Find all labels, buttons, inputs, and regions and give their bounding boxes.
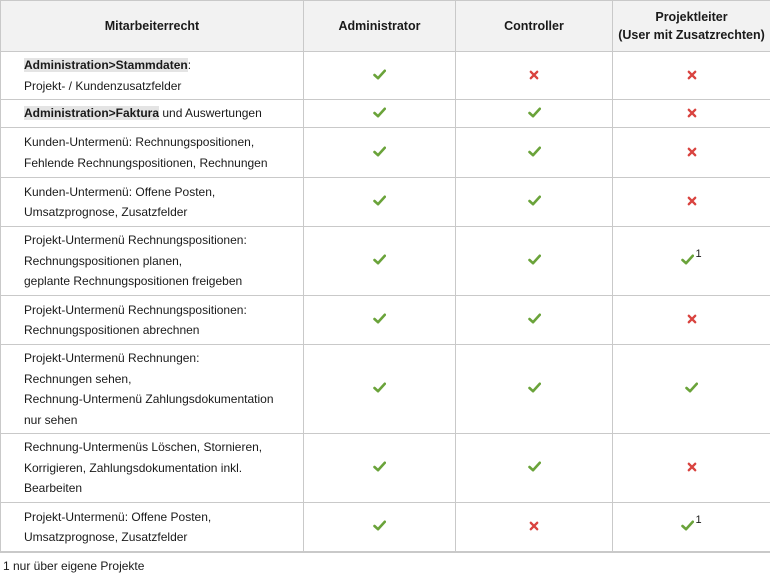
check-icon xyxy=(685,382,698,393)
check-icon xyxy=(373,313,386,324)
cross-icon xyxy=(687,147,697,157)
permission-label-line xyxy=(24,437,295,458)
cross-icon xyxy=(529,521,539,531)
permission-label-line xyxy=(24,507,295,528)
check-icon xyxy=(528,461,541,472)
projektleiter-cell xyxy=(613,503,770,552)
permission-label xyxy=(1,296,304,345)
permission-label xyxy=(1,100,304,128)
administrator-check-mark xyxy=(373,195,386,206)
projektleiter-cell xyxy=(613,52,770,100)
permission-label-line xyxy=(24,389,295,410)
administrator-cell xyxy=(304,503,456,552)
permission-label-line xyxy=(24,202,295,223)
table-row xyxy=(1,434,770,503)
permission-text: Kunden-Untermenü: Rechnungspositionen, xyxy=(24,135,255,149)
cross-icon xyxy=(687,196,697,206)
permission-text: Umsatzprognose, Zusatzfelder xyxy=(24,205,188,219)
controller-check-mark xyxy=(528,313,541,324)
check-icon xyxy=(373,146,386,157)
header-administrator: Administrator xyxy=(304,1,456,52)
table-row xyxy=(1,128,770,178)
permission-text: Rechnung-Untermenü Zahlungsdokumentation xyxy=(24,392,274,406)
administrator-check-mark xyxy=(373,520,386,531)
projektleiter-cell xyxy=(613,227,770,296)
controller-cell xyxy=(456,128,613,178)
table-row xyxy=(1,296,770,345)
permission-label-line xyxy=(24,300,295,321)
permission-text: Rechnungspositionen abrechnen xyxy=(24,323,200,337)
permission-text: Rechnung-Untermenüs Löschen, Stornieren, xyxy=(24,440,263,455)
controller-check-mark xyxy=(528,107,541,118)
cross-icon xyxy=(687,70,697,80)
projektleiter-check-mark xyxy=(681,248,702,266)
check-icon xyxy=(373,254,386,265)
check-icon xyxy=(528,146,541,157)
permission-text: Fehlende Rechnungspositionen, Rechnungen xyxy=(24,155,268,170)
check-icon xyxy=(373,195,386,206)
check-icon xyxy=(528,195,541,206)
permission-label-line xyxy=(24,410,295,431)
projektleiter-cross-mark xyxy=(687,314,697,324)
permission-label-line xyxy=(24,320,295,341)
check-icon xyxy=(373,382,386,393)
controller-cell xyxy=(456,434,613,503)
administrator-cell xyxy=(304,128,456,178)
permission-text: und Auswertungen xyxy=(159,106,262,121)
administrator-check-mark xyxy=(373,107,386,118)
permission-text: Projekt-Untermenü Rechnungspositionen: xyxy=(24,233,247,248)
projektleiter-cross-mark xyxy=(687,108,697,118)
permission-label xyxy=(1,227,304,296)
permission-label-line xyxy=(24,527,295,548)
table-row xyxy=(1,52,770,100)
permission-label-line xyxy=(24,182,295,203)
footnote-marker: 1 xyxy=(695,514,702,526)
controller-cross-mark xyxy=(529,521,539,531)
footnote-marker: 1 xyxy=(695,248,702,260)
controller-cell xyxy=(456,296,613,345)
controller-cell xyxy=(456,503,613,552)
administrator-check-mark xyxy=(373,313,386,324)
permission-text: Rechnungspositionen planen, xyxy=(24,253,183,268)
table-row xyxy=(1,345,770,434)
administrator-cell xyxy=(304,100,456,128)
menu-path-highlight: Administration>Stammdaten xyxy=(24,58,188,72)
permission-label-line xyxy=(24,348,295,369)
permission-text: Bearbeiten xyxy=(24,481,83,496)
controller-check-mark xyxy=(528,146,541,157)
projektleiter-cross-mark xyxy=(687,70,697,80)
administrator-check-mark xyxy=(373,146,386,157)
controller-cross-mark xyxy=(529,70,539,80)
permission-text: Projekt-Untermenü Rechnungspositionen: xyxy=(24,302,247,317)
footnote: 1 nur über eigene Projekte xyxy=(0,552,770,576)
permission-text: Rechnungen sehen, xyxy=(24,371,132,386)
controller-cell xyxy=(456,100,613,128)
projektleiter-check-mark xyxy=(681,514,702,532)
controller-cell xyxy=(456,345,613,434)
table-row xyxy=(1,503,770,552)
permission-text: Korrigieren, Zahlungsdokumentation inkl. xyxy=(24,460,243,475)
permission-label xyxy=(1,434,304,503)
administrator-check-mark xyxy=(373,254,386,265)
administrator-check-mark xyxy=(373,69,386,80)
menu-path-highlight: Administration>Faktura xyxy=(24,106,160,121)
header-projektleiter-subtitle: (User mit Zusatzrechten) xyxy=(618,28,765,42)
check-icon xyxy=(681,254,694,265)
administrator-check-mark xyxy=(373,461,386,472)
check-icon xyxy=(528,382,541,393)
controller-cell xyxy=(456,52,613,100)
permission-text: Kunden-Untermenü: Offene Posten, xyxy=(24,184,216,199)
projektleiter-cell xyxy=(613,296,770,345)
permission-label xyxy=(1,52,304,100)
header-mitarbeiterrecht: Mitarbeiterrecht xyxy=(1,1,304,52)
controller-cell xyxy=(456,227,613,296)
projektleiter-cross-mark xyxy=(687,147,697,157)
cross-icon xyxy=(687,108,697,118)
permission-label xyxy=(1,345,304,434)
administrator-cell xyxy=(304,345,456,434)
header-controller: Controller xyxy=(456,1,613,52)
administrator-cell xyxy=(304,52,456,100)
administrator-cell xyxy=(304,296,456,345)
permission-text: Projekt- / Kundenzusatzfelder xyxy=(24,78,182,93)
cross-icon xyxy=(687,462,697,472)
controller-check-mark xyxy=(528,461,541,472)
permission-label-line xyxy=(24,103,295,124)
check-icon xyxy=(681,520,694,531)
check-icon xyxy=(528,107,541,118)
permission-label-line xyxy=(24,55,295,76)
table-row xyxy=(1,178,770,227)
permission-label-line xyxy=(24,76,295,97)
projektleiter-cell xyxy=(613,345,770,434)
administrator-cell xyxy=(304,178,456,227)
controller-check-mark xyxy=(528,382,541,393)
permission-label-line xyxy=(24,458,295,479)
controller-cell xyxy=(456,178,613,227)
projektleiter-cross-mark xyxy=(687,462,697,472)
permission-label-line xyxy=(24,271,295,292)
administrator-cell xyxy=(304,434,456,503)
permission-label-line xyxy=(24,132,295,153)
cross-icon xyxy=(529,70,539,80)
header-projektleiter-title: Projektleiter xyxy=(655,10,728,24)
controller-check-mark xyxy=(528,254,541,265)
permission-label-line xyxy=(24,369,295,390)
projektleiter-check-mark xyxy=(685,382,698,393)
check-icon xyxy=(528,313,541,324)
cross-icon xyxy=(687,314,697,324)
permission-text: Projekt-Untermenü: Offene Posten, xyxy=(24,509,212,524)
permission-text: nur sehen xyxy=(24,412,78,427)
table-row xyxy=(1,227,770,296)
header-row xyxy=(1,1,770,52)
projektleiter-cross-mark xyxy=(687,196,697,206)
check-icon xyxy=(373,69,386,80)
permission-text: Projekt-Untermenü Rechnungen: xyxy=(24,351,200,365)
permission-label xyxy=(1,128,304,178)
administrator-check-mark xyxy=(373,382,386,393)
permission-label-line xyxy=(24,153,295,174)
projektleiter-cell xyxy=(613,100,770,128)
projektleiter-cell xyxy=(613,178,770,227)
check-icon xyxy=(373,461,386,472)
permission-label-line xyxy=(24,251,295,272)
permission-label xyxy=(1,178,304,227)
check-icon xyxy=(373,520,386,531)
table-row xyxy=(1,100,770,128)
permission-text: geplante Rechnungspositionen freigeben xyxy=(24,274,243,289)
projektleiter-cell xyxy=(613,434,770,503)
permission-label-line xyxy=(24,230,295,251)
permission-label-line xyxy=(24,478,295,499)
header-projektleiter xyxy=(613,1,770,52)
check-icon xyxy=(528,254,541,265)
check-icon xyxy=(373,107,386,118)
permission-text: Umsatzprognose, Zusatzfelder xyxy=(24,530,188,544)
permission-label xyxy=(1,503,304,552)
administrator-cell xyxy=(304,227,456,296)
projektleiter-cell xyxy=(613,128,770,178)
controller-check-mark xyxy=(528,195,541,206)
permission-text: : xyxy=(187,58,192,72)
